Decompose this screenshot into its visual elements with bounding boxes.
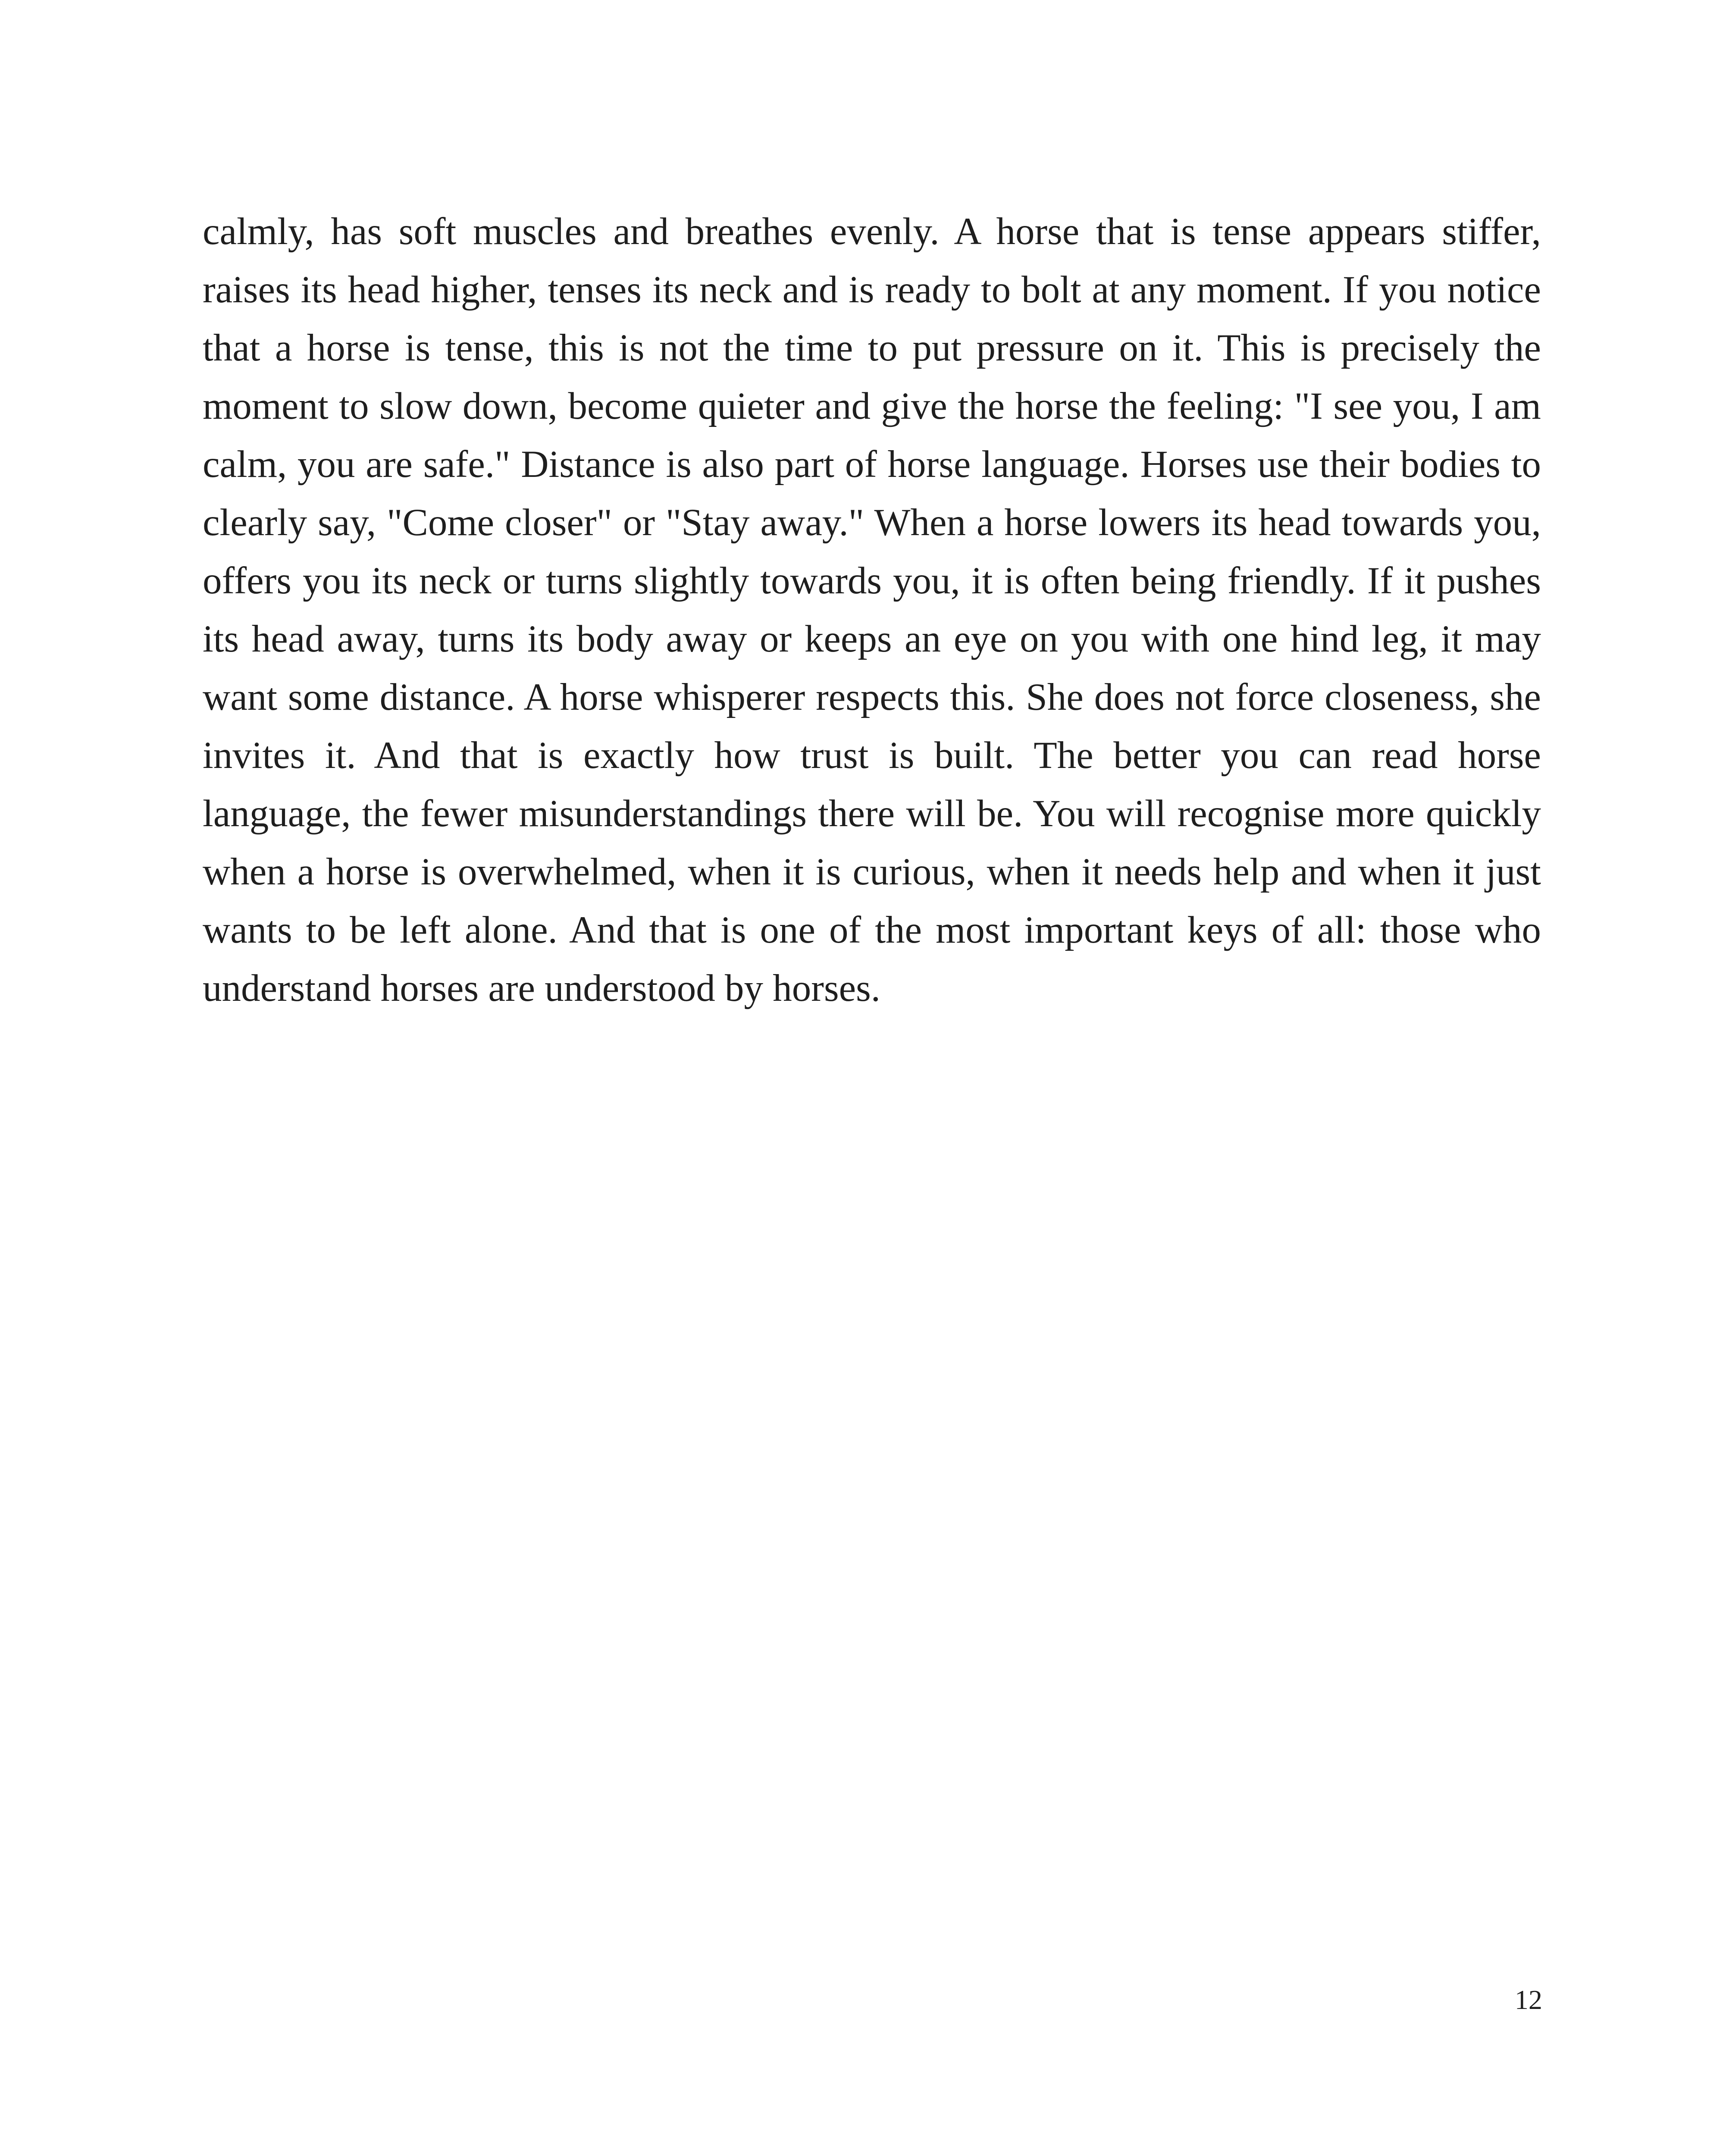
page-number: 12 [1515,1984,1542,2015]
body-paragraph: calmly, has soft muscles and breathes evenly. A horse that is tense appears stiffer, raises its head higher, tenses its neck and is ready to bolt at any moment. If you notice that a horse is tense, this is not the time to put pressure on it. This is precisely the moment to slow down, become quieter and give the horse the feeling: "I see you, I am calm, you are safe." Distance is also part of horse language. Horses use their bodies to clearly say, "Come closer" or "Stay away." When a horse lowers its head towards you, offers you its neck or turns slightly towards you, it is often being friendly. If it pushes its head away, turns its body away or keeps an eye on you with one hind leg, it may want some distance. A horse whisperer respects this. She does not force closeness, she invites it. And that is exactly how trust is built. The better you can read horse language, the fewer misunderstandings there will be. You will recognise more quickly when a horse is overwhelmed, when it is curious, when it needs help and when it just wants to be left alone. And that is one of the most important keys of all: those who understand horses are understood by horses. [203,210,1541,1009]
